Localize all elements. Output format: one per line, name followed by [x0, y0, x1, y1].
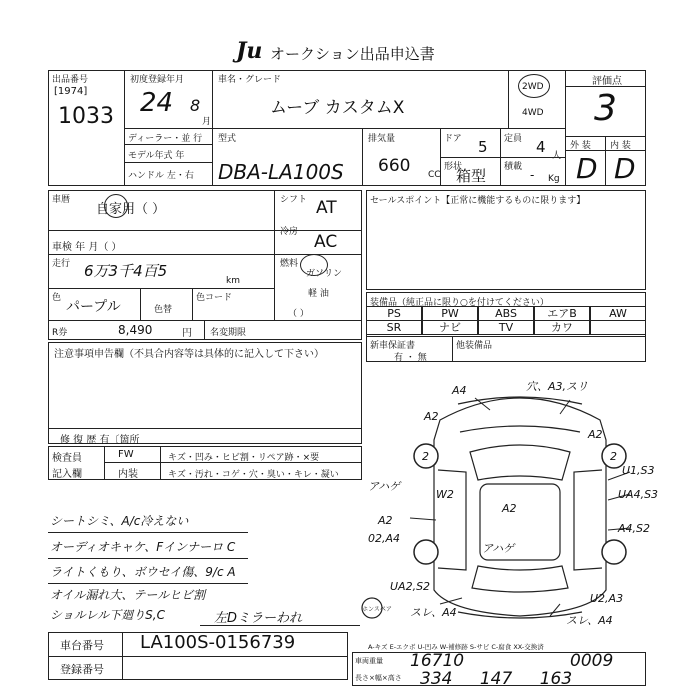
drive-2wd-circle [518, 74, 550, 98]
sales-point-label: セールスポイント【正常に機能するものに限ります】 [370, 196, 586, 206]
wheel-rear-right [602, 540, 626, 564]
cooling-label: 冷房 [280, 227, 299, 237]
int-grade: D [614, 152, 636, 185]
color-label: 色 [52, 293, 62, 303]
dims-label-1: 車両重量 [355, 657, 383, 665]
note-line-5: ショルレル下廻りS,C [50, 608, 165, 622]
chassis-label: 車台番号 [60, 639, 104, 652]
inspector-label: 検査員 [52, 453, 82, 464]
spare-label: ホンスペア [362, 606, 392, 613]
shift-label: シフト [280, 195, 308, 205]
dealer-label: ディーラー・並 行 [128, 134, 203, 144]
drive-2wd: 2WD [522, 82, 544, 92]
dimensions: 334 147 163 [420, 669, 573, 689]
arrow-left-1 [410, 518, 436, 520]
fuel-option-gasoline: ガソリン [306, 269, 343, 279]
shape-label: 形状 [444, 162, 463, 172]
shape: 箱型 [456, 167, 487, 185]
equip-airbag: エアB [534, 306, 590, 321]
chassis-number: LA100S-0156739 [140, 632, 296, 653]
mark-left-w2: W2 [436, 488, 454, 501]
windshield [470, 445, 570, 480]
fuel-option-other: （ ） [288, 309, 309, 319]
fuel-label: 燃料 [280, 259, 299, 269]
mark-hood-left-a2: A2 [424, 410, 439, 423]
rear-bumper [458, 612, 582, 618]
mileage: 6万3千4百5 [84, 262, 168, 280]
note-line-3: ライトくもり、ボウセイ傷、9/c A [50, 565, 236, 579]
first-reg-label: 初度登録年月 [130, 75, 185, 85]
car-name: ムーブ カスタムX [270, 98, 405, 118]
fw-items: キズ・凹み・ヒビ割・リペア跡・×要 [168, 453, 320, 463]
damage-legend: A-キズ E-エクボ U-凹み W-補修跡 S-サビ C-腐食 XX-交換済 [368, 643, 544, 651]
car-name-label: 車名・グレード [218, 75, 282, 85]
ext-grade: D [576, 152, 598, 185]
mark-wheel-2-right: 2 [610, 450, 617, 463]
mark-hood-right-a2: A2 [588, 428, 603, 441]
ext-label: 外 装 [570, 141, 591, 151]
r-unit: 円 [182, 328, 192, 339]
month-unit: 月 [202, 117, 212, 127]
equip-tv: TV [478, 320, 534, 335]
mileage-unit: km [226, 276, 240, 286]
weight-value-2: 0009 [570, 651, 614, 671]
note-line-2: オーディオキャケ、Fインナーロ C [50, 540, 236, 554]
cooling: AC [314, 232, 338, 252]
form-title: オークション出品申込書 [270, 45, 435, 63]
color: パープル [66, 299, 121, 315]
model-type: DBA-LA100S [218, 160, 344, 184]
listing-no-label: 出品番号 [52, 75, 89, 85]
equip-leather: カワ [534, 320, 590, 335]
equip-ps: PS [366, 306, 422, 321]
wheel-rear-left [414, 540, 438, 564]
other-equipment-label: 他装備品 [456, 341, 493, 351]
listing-no: 1033 [58, 104, 114, 129]
note-line-1: シートシミ、A/c冷えない [50, 514, 189, 528]
load: - [530, 168, 535, 182]
car-damage-diagram [362, 380, 680, 630]
mark-left-ahage: アハゲ [368, 480, 401, 493]
listing-sub: [1974] [54, 86, 88, 97]
fuel-circle [300, 254, 328, 276]
mark-rear-ahage: アハゲ [482, 542, 515, 555]
usage-circle [104, 194, 128, 218]
weight-value: 16710 [410, 651, 465, 671]
handle-label: ハンドル 左・右 [128, 171, 194, 181]
r-label: R券 [52, 328, 68, 338]
equip-navi: ナビ [422, 320, 478, 335]
arrow-front-right [560, 400, 570, 414]
right-doors [574, 470, 602, 570]
int-label: 内 装 [610, 141, 631, 151]
mark-right-u1: U1,S3 [622, 464, 655, 477]
dims-label-2: 長さ×幅×高さ [355, 674, 402, 682]
mark-left-a2: A2 [378, 514, 393, 527]
caution-label: 注意事項申告欄（不具合内容等は具体的に記入して下さい） [54, 349, 324, 360]
left-doors [438, 470, 466, 570]
name-change-label: 名変期限 [210, 328, 247, 338]
mark-left-02a4: 02,A4 [368, 532, 401, 545]
displacement-label: 排気量 [368, 134, 396, 144]
capacity-unit: 人 [552, 151, 562, 161]
auction-logo: Ju [236, 38, 263, 64]
doors-label: ドア [444, 134, 462, 144]
shift: AT [316, 198, 337, 218]
equip-blank [590, 320, 646, 335]
capacity: 4 [536, 138, 546, 156]
mark-right-a4: A4,S2 [618, 522, 651, 535]
equip-pw: PW [422, 306, 478, 321]
score-value: 3 [594, 88, 617, 129]
note-line-6: 左Dミラーわれ [214, 611, 303, 626]
mark-wheel-2-left: 2 [422, 450, 429, 463]
fw-label: FW [118, 449, 134, 460]
equip-aw: AW [590, 306, 646, 321]
new-car-warranty: 有 ・ 無 [394, 353, 427, 363]
mark-right-ua4: UA4,S3 [618, 488, 659, 501]
load-label: 積載 [504, 162, 523, 172]
color-change-label: 色替 [154, 305, 173, 315]
repair-label: 修 復 歴 有〔箇所 [60, 435, 140, 446]
mark-front-hole: 穴、A3,スリ [526, 380, 589, 393]
mark-front-a4: A4 [452, 384, 467, 397]
mark-rear-left-sure: スレ、A4 [410, 606, 457, 619]
model-type-label: 型式 [218, 134, 237, 144]
mark-rear-right-sure: スレ、A4 [566, 614, 613, 627]
mark-rear-right-u2: U2,A3 [590, 592, 624, 605]
usage-label: 車暦 [52, 195, 71, 205]
score-label: 評価点 [592, 76, 622, 87]
mark-rear-left-ua2: UA2,S2 [390, 580, 431, 593]
note-line-4: オイル漏れ大、テールヒビ割 [50, 588, 206, 602]
equip-abs: ABS [478, 306, 534, 321]
interior-label: 内装 [118, 469, 138, 480]
entry-label: 記入欄 [52, 469, 82, 480]
car-outline [434, 398, 606, 616]
first-reg-year: 24 [140, 88, 174, 118]
reg-label: 登録番号 [60, 663, 104, 676]
first-reg-month: 8 [190, 96, 201, 115]
displacement-unit: CC [428, 170, 441, 180]
inspection-label: 車検 年 月（ ） [52, 242, 122, 253]
rear-window [472, 566, 568, 592]
hood-line [460, 426, 580, 432]
fuel-option-diesel: 軽 油 [308, 289, 329, 299]
arrow-rear-right [550, 604, 560, 616]
new-car-warranty-label: 新車保証書 [370, 341, 416, 351]
capacity-label: 定員 [504, 134, 523, 144]
usage: 自家用（ ） [96, 202, 166, 217]
r-value: 8,490 [118, 323, 153, 337]
load-unit: Kg [548, 174, 560, 184]
equip-sr: SR [366, 320, 422, 335]
displacement: 660 [378, 156, 411, 176]
color-code-label: 色コード [196, 293, 233, 303]
mileage-label: 走行 [52, 259, 71, 269]
drive-4wd: 4WD [522, 108, 544, 118]
interior-items: キズ・汚れ・コゲ・穴・臭い・キレ・凝い [168, 470, 339, 480]
equipment-label: 装備品（純正品に限り○を付けてください） [370, 298, 549, 308]
doors: 5 [478, 138, 488, 156]
model-year-label: モデル年式 年 [128, 151, 185, 161]
mark-roof-a2: A2 [502, 502, 517, 515]
